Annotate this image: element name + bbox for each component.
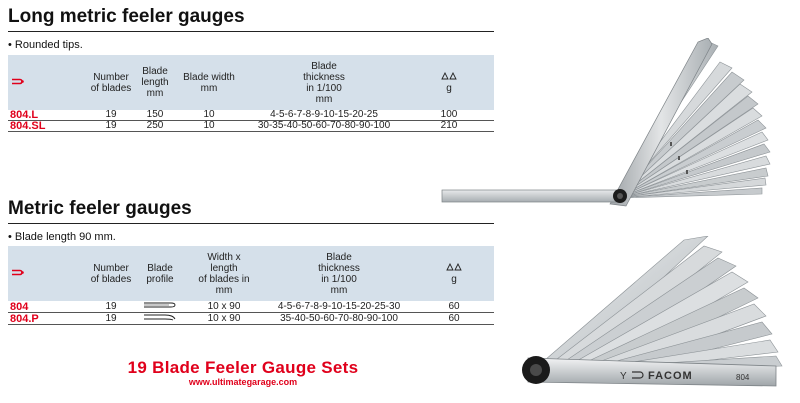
holder-brand: FACOM bbox=[648, 370, 693, 382]
length-cell: 250 bbox=[136, 121, 174, 132]
size-header: Width x length of blades in mm bbox=[184, 246, 264, 301]
long-gauges-rule bbox=[8, 31, 494, 32]
holder-model: 804 bbox=[736, 373, 750, 382]
metric-gauges-title: Metric feeler gauges bbox=[8, 198, 192, 219]
reference-cell: 804 bbox=[8, 301, 86, 313]
blades-cell: 19 bbox=[86, 121, 136, 132]
thickness-cell: 30-35-40-50-60-70-80-90-100 bbox=[244, 121, 404, 132]
size-cell: 10 x 90 bbox=[184, 313, 264, 325]
weight-cell: 210 bbox=[404, 121, 494, 132]
reference-cell: 804.P bbox=[8, 313, 86, 325]
thickness-cell: 4-5-6-7-8-9-10-15-20-25 bbox=[244, 110, 404, 121]
long-gauges-table bbox=[8, 55, 494, 132]
profile-header: Blade profile bbox=[136, 246, 184, 301]
weight-header bbox=[414, 246, 494, 301]
promo-url: www.ultimategarage.com bbox=[188, 377, 298, 387]
width-cell: 10 bbox=[174, 121, 244, 132]
reference-cell: 804.SL bbox=[8, 121, 86, 132]
thickness-header: Blade thickness in 1/100 mm bbox=[264, 246, 414, 301]
weight-unit-label: g bbox=[451, 273, 457, 285]
profile-cell bbox=[136, 313, 184, 325]
table-header-row bbox=[8, 246, 494, 301]
blades-header: Number of blades bbox=[86, 246, 136, 301]
thickness-cell: 35-40-50-60-70-80-90-100 bbox=[264, 313, 414, 325]
blades-header: Number of blades bbox=[86, 55, 136, 110]
straight-blade-icon bbox=[143, 301, 177, 312]
blades-cell: 19 bbox=[86, 110, 136, 121]
table-row bbox=[8, 121, 494, 132]
reference-header bbox=[8, 246, 86, 301]
holder-mark: Y bbox=[620, 371, 627, 382]
weight-unit-label: g bbox=[446, 82, 452, 94]
table-row bbox=[8, 301, 494, 313]
long-feeler-gauge-photo bbox=[440, 38, 798, 210]
width-cell: 10 bbox=[174, 110, 244, 121]
table-header-row bbox=[8, 55, 494, 110]
thickness-cell: 4-5-6-7-8-9-10-15-20-25-30 bbox=[264, 301, 414, 313]
blades-cell: 19 bbox=[86, 313, 136, 325]
promo-title: 19 Blade Feeler Gauge Sets bbox=[127, 358, 359, 377]
weight-icon bbox=[416, 263, 492, 274]
thickness-header: Blade thickness in 1/100 mm bbox=[244, 55, 404, 110]
long-gauges-bullet: • Rounded tips. bbox=[8, 39, 83, 51]
facom-logo-icon bbox=[11, 269, 25, 276]
table-row bbox=[8, 313, 494, 325]
reference-cell: 804.L bbox=[8, 110, 86, 121]
metric-feeler-gauge-photo bbox=[508, 236, 798, 401]
metric-gauges-table bbox=[8, 246, 494, 325]
size-cell: 10 x 90 bbox=[184, 301, 264, 313]
weight-cell: 60 bbox=[414, 301, 494, 313]
profile-cell bbox=[136, 301, 184, 313]
bent-blade-icon bbox=[143, 313, 177, 324]
length-header: Blade length mm bbox=[136, 55, 174, 110]
weight-cell: 60 bbox=[414, 313, 494, 325]
table-row bbox=[8, 110, 494, 121]
width-header: Blade width mm bbox=[174, 55, 244, 110]
metric-gauges-bullet: • Blade length 90 mm. bbox=[8, 231, 116, 243]
long-gauges-title: Long metric feeler gauges bbox=[8, 6, 245, 27]
weight-cell: 100 bbox=[404, 110, 494, 121]
blades-cell: 19 bbox=[86, 301, 136, 313]
metric-gauges-rule bbox=[8, 223, 494, 224]
reference-header bbox=[8, 55, 86, 110]
length-cell: 150 bbox=[136, 110, 174, 121]
facom-logo-icon bbox=[11, 78, 25, 85]
